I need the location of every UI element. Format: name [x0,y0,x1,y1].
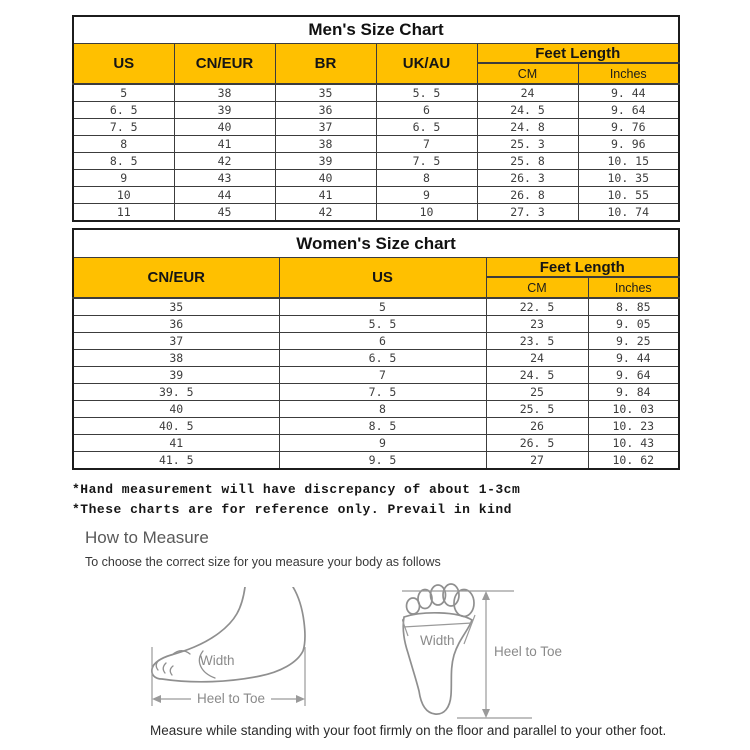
womens-chart-body [73,298,679,469]
column-header-us: US [279,258,486,299]
column-header-uk-au: UK/AU [376,44,477,85]
table-cell: 6. 5 [73,102,174,119]
table-cell: 11 [73,204,174,222]
table-cell: 9. 84 [588,384,679,401]
measurement-diagrams [145,573,750,723]
table-cell: 24 [477,84,578,102]
table-row [73,435,679,452]
table-cell: 7. 5 [73,119,174,136]
column-header-feet-length: Feet Length [477,44,679,64]
table-cell: 39 [174,102,275,119]
note-hand-measurement: *Hand measurement will have discrepancy of about 1-3cm [72,482,521,497]
table-row [73,187,679,204]
table-row [73,367,679,384]
table-cell: 23. 5 [486,333,588,350]
table-cell: 8 [376,170,477,187]
side-width-label: Width [200,653,235,668]
column-header-cm: CM [477,63,578,84]
table-cell: 25. 3 [477,136,578,153]
table-cell: 6 [279,333,486,350]
table-cell: 35 [275,84,376,102]
how-to-measure-heading: How to Measure [85,528,209,547]
table-row [73,204,679,222]
mens-chart-header [73,16,679,84]
table-cell: 9. 44 [578,84,679,102]
table-cell: 9. 76 [578,119,679,136]
table-cell: 27. 3 [477,204,578,222]
table-row [73,170,679,187]
table-cell: 41 [174,136,275,153]
table-cell: 37 [73,333,279,350]
table-cell: 10 [376,204,477,222]
table-cell: 35 [73,298,279,316]
table-cell: 41. 5 [73,452,279,470]
table-cell: 8. 5 [279,418,486,435]
table-cell: 38 [73,350,279,367]
table-cell: 40 [73,401,279,418]
table-cell: 24. 8 [477,119,578,136]
table-cell: 38 [275,136,376,153]
table-cell: 9. 64 [588,367,679,384]
table-cell: 41 [73,435,279,452]
table-cell: 7. 5 [376,153,477,170]
table-cell: 10. 23 [588,418,679,435]
table-cell: 39. 5 [73,384,279,401]
table-cell: 25. 8 [477,153,578,170]
table-row [73,452,679,470]
table-cell: 23 [486,316,588,333]
column-header-us: US [73,44,174,85]
column-header-cn-eur: CN/EUR [73,258,279,299]
table-cell: 27 [486,452,588,470]
table-cell: 10. 15 [578,153,679,170]
table-cell: 40. 5 [73,418,279,435]
table-row [73,333,679,350]
table-cell: 36 [73,316,279,333]
table-cell: 7. 5 [279,384,486,401]
sole-heel-to-toe-label: Heel to Toe [494,644,563,659]
sole-width-label: Width [420,633,455,648]
table-cell: 9. 96 [578,136,679,153]
table-cell: 38 [174,84,275,102]
table-cell: 7 [376,136,477,153]
table-row [73,136,679,153]
table-cell: 8 [279,401,486,418]
mens-chart-title: Men's Size Chart [73,16,679,44]
table-cell: 22. 5 [486,298,588,316]
column-header-br: BR [275,44,376,85]
table-cell: 36 [275,102,376,119]
table-cell: 37 [275,119,376,136]
table-cell: 6. 5 [279,350,486,367]
table-cell: 41 [275,187,376,204]
table-cell: 44 [174,187,275,204]
column-header-feet-length: Feet Length [486,258,679,278]
womens-size-chart-table [72,228,680,470]
table-cell: 10. 03 [588,401,679,418]
table-row [73,153,679,170]
table-cell: 10. 35 [578,170,679,187]
table-cell: 5 [73,84,174,102]
table-cell: 9. 64 [578,102,679,119]
footnotes [72,480,750,520]
table-cell: 43 [174,170,275,187]
womens-chart-header [73,229,679,298]
table-cell: 25 [486,384,588,401]
column-header-inches: Inches [578,63,679,84]
foot-sole-view-diagram [402,573,580,723]
table-cell: 45 [174,204,275,222]
table-cell: 9. 5 [279,452,486,470]
table-cell: 39 [275,153,376,170]
table-cell: 5. 5 [279,316,486,333]
table-cell: 24 [486,350,588,367]
table-row [73,119,679,136]
table-cell: 26. 8 [477,187,578,204]
table-cell: 39 [73,367,279,384]
table-cell: 10. 55 [578,187,679,204]
mens-chart-body [73,84,679,221]
table-cell: 7 [279,367,486,384]
table-row [73,401,679,418]
table-cell: 9 [376,187,477,204]
foot-side-view-diagram [145,587,320,712]
table-row [73,298,679,316]
table-cell: 5 [279,298,486,316]
table-row [73,316,679,333]
table-cell: 6 [376,102,477,119]
table-cell: 25. 5 [486,401,588,418]
table-cell: 8 [73,136,174,153]
table-cell: 42 [275,204,376,222]
table-cell: 9 [279,435,486,452]
how-to-measure-subtitle: To choose the correct size for you measure your body as follows [85,555,441,569]
womens-chart-title: Women's Size chart [73,229,679,258]
column-header-cn-eur: CN/EUR [174,44,275,85]
table-cell: 40 [174,119,275,136]
table-cell: 26 [486,418,588,435]
table-cell: 9. 25 [588,333,679,350]
table-cell: 9. 44 [588,350,679,367]
mens-size-chart-table [72,15,680,222]
table-cell: 10. 74 [578,204,679,222]
table-row [73,102,679,119]
table-cell: 5. 5 [376,84,477,102]
column-header-cm: CM [486,277,588,298]
side-heel-to-toe-label: Heel to Toe [196,691,266,706]
table-row [73,384,679,401]
table-cell: 10. 62 [588,452,679,470]
table-cell: 9. 05 [588,316,679,333]
table-cell: 8. 85 [588,298,679,316]
column-header-inches: Inches [588,277,679,298]
table-cell: 10. 43 [588,435,679,452]
table-cell: 40 [275,170,376,187]
table-cell: 9 [73,170,174,187]
measure-instruction: Measure while standing with your foot firmly on the floor and parallel to your other foot. [150,723,667,738]
table-cell: 10 [73,187,174,204]
table-row [73,350,679,367]
table-cell: 26. 5 [486,435,588,452]
table-row [73,418,679,435]
table-cell: 26. 3 [477,170,578,187]
table-cell: 42 [174,153,275,170]
table-cell: 24. 5 [477,102,578,119]
table-cell: 6. 5 [376,119,477,136]
table-cell: 24. 5 [486,367,588,384]
table-cell: 8. 5 [73,153,174,170]
table-row [73,84,679,102]
note-reference-only: *These charts are for reference only. Prevail in kind [72,502,512,517]
